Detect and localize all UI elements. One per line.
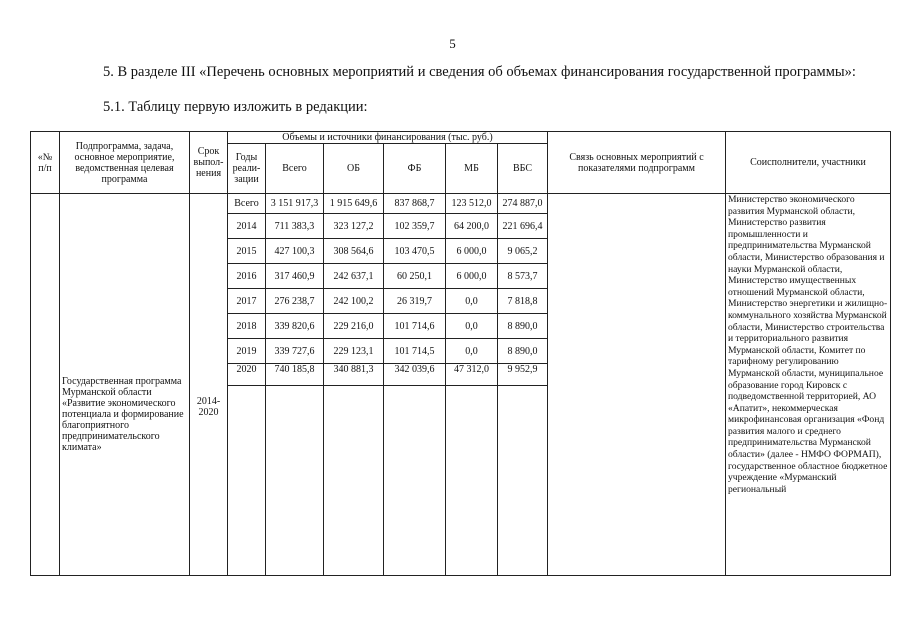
- row-vbs: 8 890,0: [498, 314, 548, 339]
- row-total: 317 460,9: [266, 264, 324, 289]
- row-fb: 101 714,5: [384, 339, 446, 364]
- row-ob: 242 637,1: [324, 264, 384, 289]
- paragraph-section-5: 5. В разделе III «Перечень основных мероприятий и сведения об объемах финансирования государственной программы»:: [103, 64, 856, 80]
- row-vbs: 8 890,0: [498, 339, 548, 364]
- table-row: [31, 194, 891, 214]
- header-fb: ФБ: [384, 144, 446, 194]
- row-year: 2020: [228, 364, 266, 386]
- row-ob: 340 881,3: [324, 364, 384, 386]
- row-mb: 0,0: [446, 289, 498, 314]
- financing-table: [30, 131, 891, 576]
- header-subprogram: Подпрограмма, задача, основное мероприятие, ведомственная целевая программа: [60, 132, 190, 194]
- header-ob: ОБ: [324, 144, 384, 194]
- row-ob: 323 127,2: [324, 214, 384, 239]
- page-number: 5: [449, 36, 456, 51]
- row-mb: 6 000,0: [446, 264, 498, 289]
- header-num: «№ п/п: [31, 132, 60, 194]
- row-mb: 47 312,0: [446, 364, 498, 386]
- row-fb: 60 250,1: [384, 264, 446, 289]
- row-total: 427 100,3: [266, 239, 324, 264]
- cell-empty: [228, 386, 266, 576]
- row-vbs: 7 818,8: [498, 289, 548, 314]
- row-year: 2016: [228, 264, 266, 289]
- cell-num-empty: [31, 194, 60, 576]
- row-year: 2019: [228, 339, 266, 364]
- header-total: Всего: [266, 144, 324, 194]
- row-vbs: 221 696,4: [498, 214, 548, 239]
- row-year: 2017: [228, 289, 266, 314]
- header-volumes: Объемы и источники финансирования (тыс. руб.): [228, 132, 548, 144]
- row-mb: 123 512,0: [446, 194, 498, 214]
- row-total: 339 820,6: [266, 314, 324, 339]
- row-year: 2018: [228, 314, 266, 339]
- row-year: 2015: [228, 239, 266, 264]
- cell-empty: [384, 386, 446, 576]
- row-fb: 837 868,7: [384, 194, 446, 214]
- row-vbs: 9 952,9: [498, 364, 548, 386]
- paragraph-section-5-1: 5.1. Таблицу первую изложить в редакции:: [103, 99, 368, 115]
- header-vbs: ВБС: [498, 144, 548, 194]
- row-year: 2014: [228, 214, 266, 239]
- row-fb: 103 470,5: [384, 239, 446, 264]
- header-years: Годы реали-зации: [228, 144, 266, 194]
- row-mb: 64 200,0: [446, 214, 498, 239]
- cell-empty: [324, 386, 384, 576]
- cell-empty: [266, 386, 324, 576]
- partners-list: Министерство экономического развития Мурманской области, Министерство развития промышленности и предпринимательства Мурманской области, Министерство образования и науки Мурманской области, Министерство имущественных отношений Мурманской области, Министерство энергетики и жилищно-коммунального хозяйства Мурманской области, Министерство строительства и территориального развития Мурманской области, Комитет по тарифному регулированию Мурманской области, муниципальное образование город Кировск с подведомственной территорией, АО «Апатит», некоммерческая микрофинансовая организация «Фонд развития малого и среднего предпринимательства Мурманской области» (далее - НМФО ФОРМАП), государственное областное бюджетное учреждение «Мурманский региональный: [726, 194, 891, 576]
- row-fb: 102 359,7: [384, 214, 446, 239]
- cell-empty: [498, 386, 548, 576]
- header-partners: Соисполнители, участники: [726, 132, 891, 194]
- row-vbs: 9 065,2: [498, 239, 548, 264]
- cell-link-empty: [548, 194, 726, 576]
- row-vbs: 8 573,7: [498, 264, 548, 289]
- row-fb: 26 319,7: [384, 289, 446, 314]
- header-link: Связь основных мероприятий с показателями подпрограмм: [548, 132, 726, 194]
- row-year: Всего: [228, 194, 266, 214]
- table-header-row-1: [31, 132, 891, 144]
- row-fb: 342 039,6: [384, 364, 446, 386]
- cell-empty: [446, 386, 498, 576]
- row-ob: 242 100,2: [324, 289, 384, 314]
- row-mb: 0,0: [446, 314, 498, 339]
- program-name: Государственная программа Мурманской области «Развитие экономического потенциала и формирование благоприятного предпринимательского климата»: [60, 194, 190, 576]
- row-ob: 229 123,1: [324, 339, 384, 364]
- row-total: 740 185,8: [266, 364, 324, 386]
- row-ob: 229 216,0: [324, 314, 384, 339]
- header-mb: МБ: [446, 144, 498, 194]
- row-total: 276 238,7: [266, 289, 324, 314]
- row-mb: 0,0: [446, 339, 498, 364]
- row-total: 711 383,3: [266, 214, 324, 239]
- row-fb: 101 714,6: [384, 314, 446, 339]
- row-total: 339 727,6: [266, 339, 324, 364]
- row-ob: 308 564,6: [324, 239, 384, 264]
- row-mb: 6 000,0: [446, 239, 498, 264]
- row-vbs: 274 887,0: [498, 194, 548, 214]
- term-value: 2014-2020: [190, 194, 228, 576]
- header-term: Срок выпол-нения: [190, 132, 228, 194]
- row-total: 3 151 917,3: [266, 194, 324, 214]
- row-ob: 1 915 649,6: [324, 194, 384, 214]
